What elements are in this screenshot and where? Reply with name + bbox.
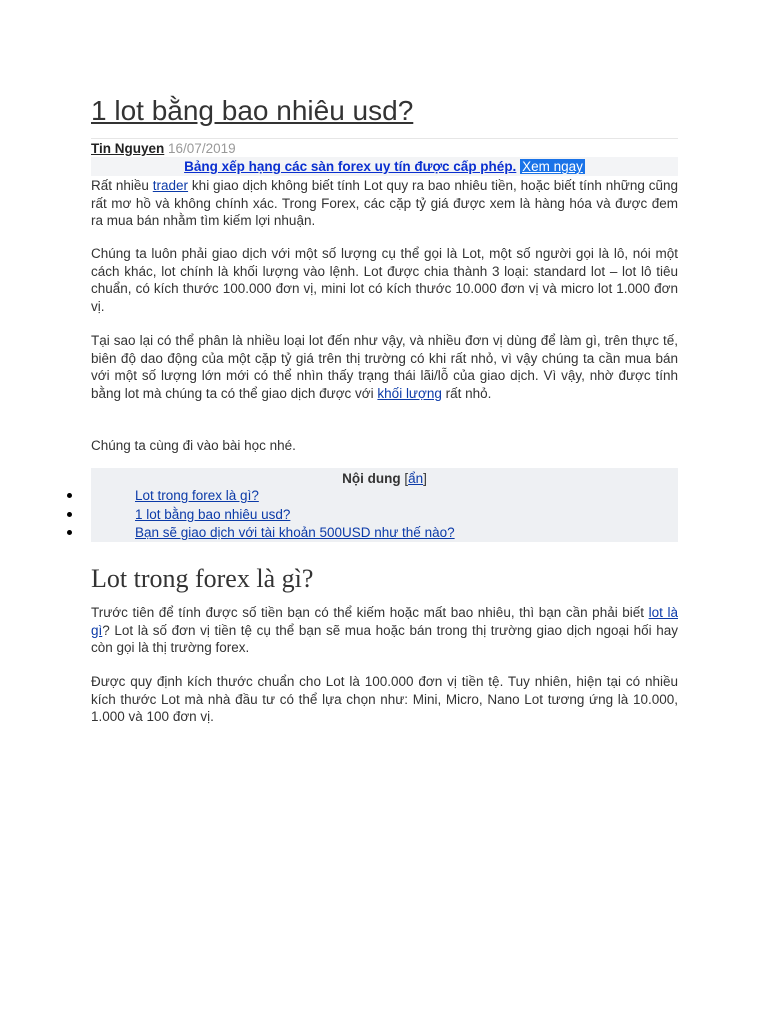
text-segment: ? Lot là số đơn vị tiền tệ cụ thể bạn sẽ mua hoặc bán trong thị trường giao dịch ngoại hối hay còn gọi là thị trường forex. [91,622,678,656]
section-paragraph [91,673,678,726]
text-segment: Được quy định kích thước chuẩn cho Lot là 100.000 đơn vị tiền tệ. Tuy nhiên, hiện tại có nhiều kích thước Lot mà nhà đầu tư có thể lựa chọn như: Mini, Micro, Nano Lot tương ứng là 10.000, 1.000 và 100 đơn vị. [91,674,678,725]
toc-item [135,524,455,542]
toc-bracket: ] [423,471,427,486]
promo-button[interactable]: Xem ngay [522,159,583,174]
toc-hide-toggle[interactable]: ẩn [408,471,424,486]
bullet-icon [67,493,72,498]
text-segment: Rất nhiều [91,178,153,193]
lesson-intro-paragraph [91,437,678,455]
why-lot-paragraph [91,332,678,402]
volume-link[interactable]: khối lượng [377,385,442,401]
what-is-lot-link[interactable]: lot là gì [91,605,678,638]
text-segment: Trước tiên để tính được số tiền bạn có thể kiếm hoặc mất bao nhiêu, thì bạn cần phải biết [91,605,649,620]
toc-link-lot-usd[interactable]: 1 lot bằng bao nhiêu usd? [135,507,291,522]
page-title[interactable]: 1 lot bằng bao nhiêu usd? [91,95,414,126]
text-segment: rất nhỏ. [441,385,492,401]
lot-types-paragraph [91,245,678,315]
toc-header [91,470,678,488]
bullet-icon [67,512,72,517]
promo-banner [91,157,678,176]
toc-item [135,487,259,505]
publish-date: 16/07/2019 [168,141,236,156]
toc-item [135,506,290,524]
text-segment: Tại sao lại có thể phân là nhiều loại lot đến như vậy, và nhiều đơn vị dùng để làm gì, trên thực tế, biên độ dao động của một cặp tỷ giá trên thị trường có khi rất nhỏ, vì vậy chúng ta cần mua bán với một số lượng lớn mới có thể nhìn thấy trạng thái lãi/lỗ của giao dịch. Vì vậy, nhờ được tính bằng lot mà chúng ta có thể giao dịch được với [91,333,678,401]
text-segment: Chúng ta luôn phải giao dịch với một số lượng cụ thể gọi là Lot, một số người gọi là lô, nói một cách khác, lot chính là khối lượng vào lệnh. Lot được chia thành 3 loại: standard lot – lot lô tiêu chuẩn, có kích thước 100.000 đơn vị, mini lot có kích thước 10.000 đơn vị và micro lot 1.000 đơn vị. [91,246,678,314]
text-segment: khi giao dịch không biết tính Lot quy ra bao nhiêu tiền, hoặc biết tính những cũng rất mơ hồ và không chính xác. Trong Forex, các cặp tỷ giá được xem là hàng hóa và được đem ra mua bán nhằm tìm kiếm lợi nhuận. [91,178,678,229]
trader-link[interactable]: trader [152,178,189,193]
bullet-icon [67,530,72,535]
toc-bracket: [ [404,471,409,486]
toc-link-lot-in-forex[interactable]: Lot trong forex là gì? [135,488,259,503]
text-segment: Chúng ta cùng đi vào bài học nhé. [91,438,296,453]
section-heading: Lot trong forex là gì? [91,564,314,593]
author-link[interactable]: Tin Nguyen [91,141,165,156]
toc-link-500usd[interactable]: Bạn sẽ giao dịch với tài khoản 500USD như thế nào? [135,525,455,540]
toc-title: Nội dung [342,471,401,486]
byline [91,138,678,158]
promo-link[interactable]: Bảng xếp hạng các sàn forex uy tín được cấp phép. [184,159,517,174]
intro-paragraph [91,177,678,230]
section-paragraph [91,604,678,657]
